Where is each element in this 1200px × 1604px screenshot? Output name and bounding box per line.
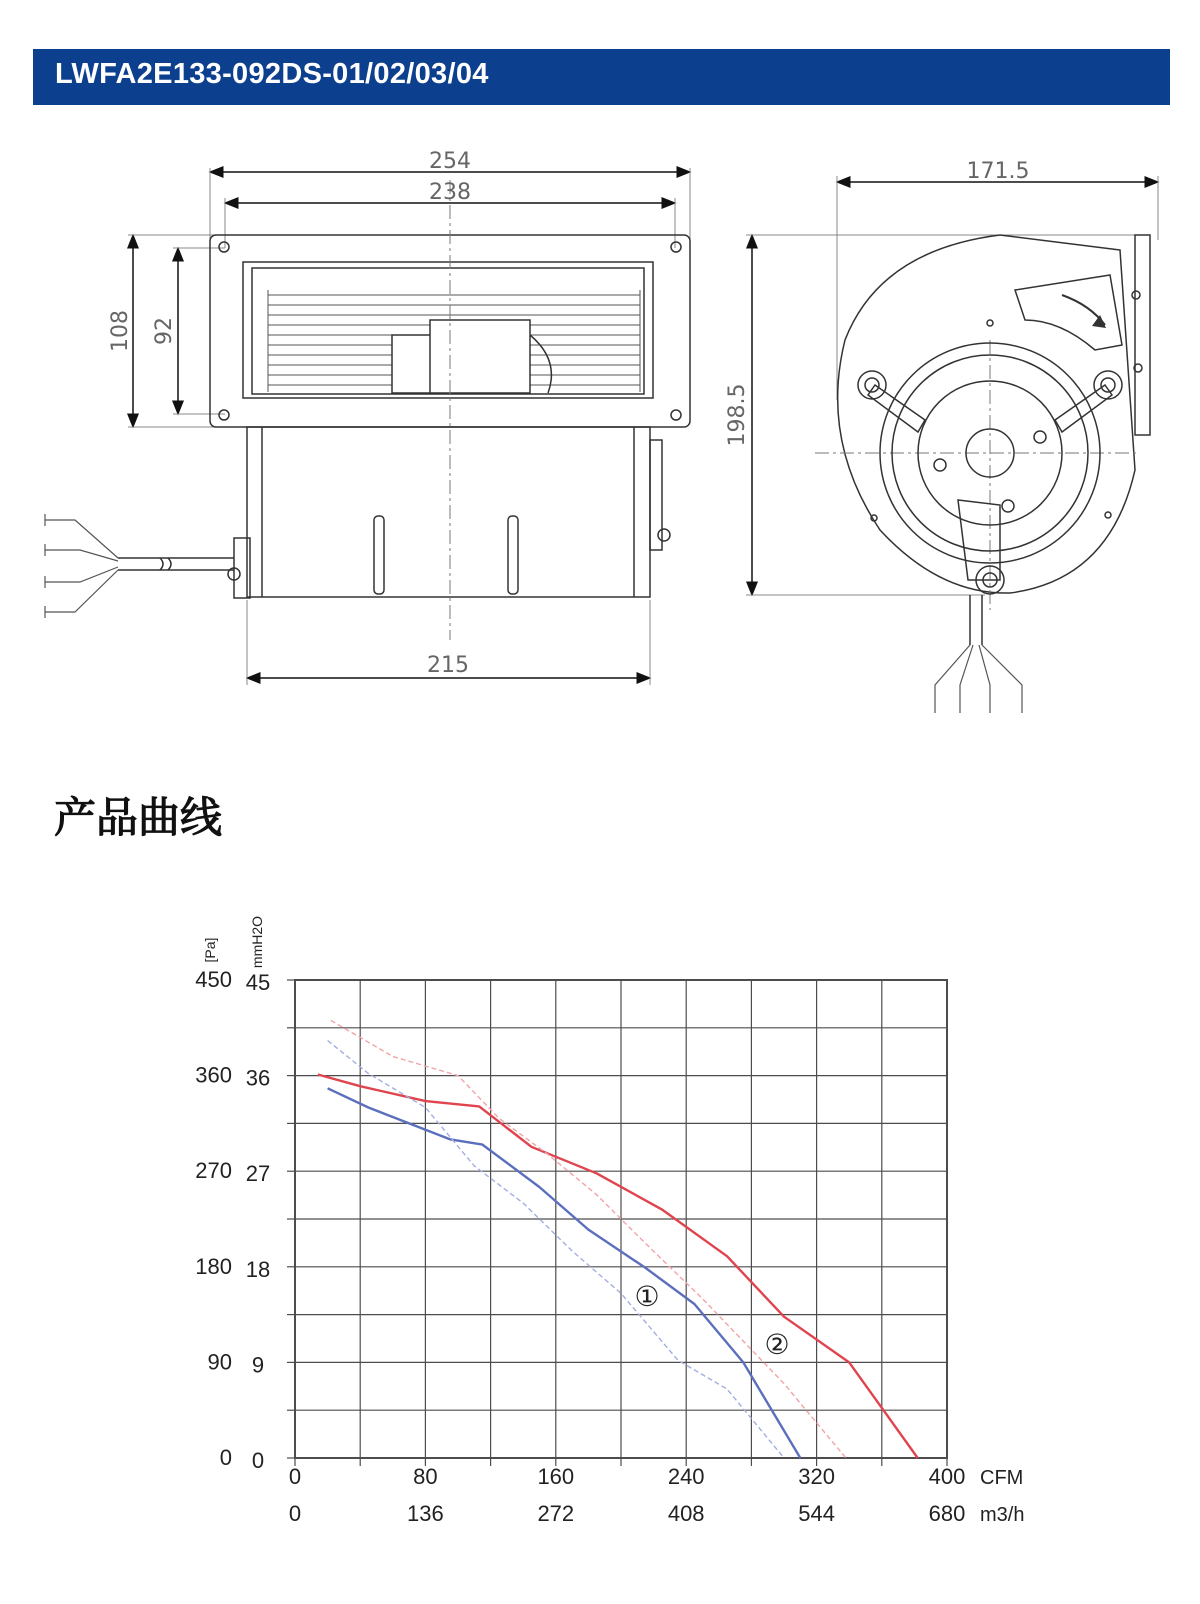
- performance-chart: [0, 880, 1200, 1540]
- page-title: LWFA2E133-092DS-01/02/03/04: [55, 58, 489, 90]
- dim-depth: 215: [427, 653, 469, 678]
- x-tick-label-cfm: 80: [413, 1464, 438, 1489]
- header-bar: [33, 49, 1170, 105]
- y-tick-label-pa: 270: [195, 1158, 232, 1184]
- series-line-3: [331, 1020, 846, 1458]
- dim-width-inner: 238: [429, 180, 471, 205]
- y-tick-label-pa: 0: [219, 1445, 232, 1470]
- series-line-2: [328, 1088, 801, 1458]
- y-tick-label-mmh2o: 27: [245, 1161, 271, 1187]
- x-tick-label-cfm: 240: [667, 1464, 705, 1489]
- x-tick-label-m3h: 272: [537, 1501, 575, 1526]
- curve-marker-2: ②: [764, 1328, 790, 1361]
- y-label-pa: [Pa]: [202, 937, 218, 963]
- y-tick-label-pa: 180: [195, 1253, 232, 1279]
- x-tick-label-m3h: 0: [288, 1501, 302, 1526]
- y-tick-label-mmh2o: 45: [245, 970, 271, 995]
- x-tick-label-cfm: 320: [798, 1464, 835, 1489]
- x-tick-label-m3h: 136: [407, 1501, 444, 1526]
- section-title: 产品曲线: [54, 793, 223, 842]
- dimension-drawing: [0, 140, 1200, 740]
- y-tick-label-pa: 360: [195, 1062, 232, 1088]
- y-tick-label-mmh2o: 18: [245, 1256, 271, 1282]
- front-view: [45, 168, 690, 685]
- chart-grid: [295, 980, 947, 1458]
- x-tick-label-cfm: 0: [288, 1464, 302, 1489]
- y-tick-label-mmh2o: 0: [251, 1448, 265, 1473]
- x-tick-label-m3h: 544: [798, 1501, 835, 1526]
- x-unit-m3h: m3/h: [980, 1504, 1025, 1526]
- y-tick-label-mmh2o: 9: [251, 1352, 265, 1378]
- x-tick-label-cfm: 160: [537, 1464, 575, 1489]
- y-tick-label-mmh2o: 36: [245, 1065, 271, 1091]
- curve-marker-1: ①: [634, 1280, 660, 1313]
- x-tick-label-m3h: 408: [667, 1501, 705, 1526]
- y-tick-label-pa: 90: [207, 1349, 232, 1375]
- x-tick-label-m3h: 680: [928, 1501, 966, 1526]
- dim-width-outer: 254: [429, 149, 471, 174]
- dim-side-width: 171.5: [966, 159, 1030, 184]
- x-unit-cfm: CFM: [980, 1467, 1024, 1489]
- dim-height-inner: 92: [152, 317, 177, 345]
- side-view: [746, 176, 1158, 713]
- chart-series: [318, 1020, 918, 1458]
- dim-side-height: 198.5: [725, 383, 750, 447]
- dim-height-outer: 108: [108, 310, 133, 352]
- x-tick-label-cfm: 400: [928, 1464, 966, 1489]
- y-label-mmh2o: mmH2O: [249, 915, 265, 969]
- chart-ticks: [195, 967, 965, 1526]
- y-tick-label-pa: 450: [195, 967, 232, 992]
